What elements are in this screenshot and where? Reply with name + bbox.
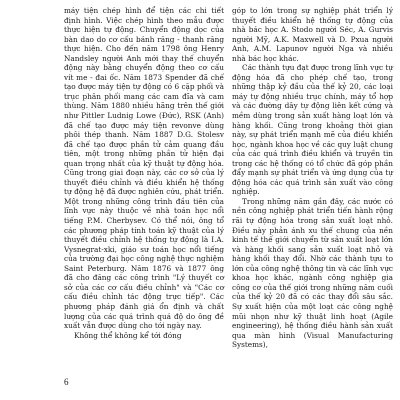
left-paragraph-2: Không thể không kể tới đóng [74, 330, 182, 340]
left-paragraph-1: máy tiện chép hình để tiện các chi tiết định hình. Việc chép hình theo mẫu được thực hiện tự động. Chuyển động dọc của bàn dao do cơ cấu bánh răng - thanh răng thực hiện. Cho đến năm 1798 ông Henry Nandsley người Anh mới thay thế chuyển động này bằng chuyển động theo cơ cấu vít me - đai ốc. Năm 1873 Spender đã chế tạo được máy tiện tự động có 6 cặp phối và trục phân phối mang các cam đĩa và cam thùng. Năm 1880 nhiều hãng trên thế giới như Pittler Ludnig Lowe (Đức), RSK (Anh) đã chế tạo được máy tiện revonve dùng phôi thép thanh. Năm 1887 D.G. Stolesv đã chế tạo được phần tử cảm quang đầu tiên, một trong những phần tử hiện đại quan trọng nhất của kỹ thuật tự động hóa. Cũng trong giai đoạn này, các cơ sở của lý thuyết điều chỉnh và điều khiển hệ thống tự động hệ đã được nghiên cứu, phát triển. Một trong những công trình đầu tiên của lĩnh vực này thuộc về nhà toán học nổi tiếng P.M. Cherbysev. Có thể nói, ông tổ các phương pháp tính toán kỹ thuật của lý thuyết điều chỉnh hệ thống tự động là I.A. Vysnegrat-xki, giáo sư toán học nổi tiếng của trường đại học công nghệ thực nghiệm Saint Peterburg. Năm 1876 và 1877 ông đã cho đăng các công trình "Lý thuyết cơ sở của các cơ cấu điều chỉnh" và "Các cơ cấu điều chỉnh tác động trực tiếp". Các phương pháp đánh giá ổn định và chất lượng của các quá trình quá độ do ông đề xuất vẫn được dùng cho tới ngày nay. [64, 6, 224, 331]
margin-illustration [22, 30, 60, 124]
right-paragraph-2: Các thành tựu đạt được trong lĩnh vực tự động hóa đã cho phép chế tạo, trong những thập kỷ đầu của thế kỷ 20, các loại máy tự động nhiều trục chính, máy tổ hợp và các đường dây tự động liên kết cứng và mềm dùng trong sản xuất hàng loạt lớn và hàng khối. Cũng trong khoảng thời gian này, sự phát triển mạnh mẽ của điều khiển học, ngành khoa học về các quy luật chung của các quá trình điều khiển và truyền tin trong các hệ thống có tổ chức đã góp phần đẩy mạnh sự phát triển và ứng dụng của tự động hóa các quá trình sản xuất vào công nghiệp. [232, 63, 393, 197]
right-paragraph-3: Trong những năm gần đây, các nước có nền công nghiệp phát triển tiến hành rộng rãi tự động hóa trong sản xuất loạt nhỏ. Điều này phản ánh xu thế chung của nền kinh tế thế giới chuyển từ sản xuất loạt lớn và hàng khối sang sản xuất loạt nhỏ và hàng khối thay đổi. Nhờ các thành tựu to lớn của công nghệ thông tin và các lĩnh vực khoa học khác, ngành công nghiệp gia công cơ của thế giới trong những năm cuối của thế kỷ 20 đã có các thay đổi sâu sắc. Sự xuất hiện của một loạt các công nghệ mũi nhọn như kỹ thuật linh hoạt (Agile engineering), hệ thống điều hành sản xuất qua màn hình (Visual Manufacturing Systems), [232, 196, 394, 350]
left-text-column [64, 6, 224, 340]
right-paragraph-1: góp to lớn trong sự nghiệp phát triển lý thuyết điều khiển hệ thống tự động của nhà bác học A. Stodo người Séc, A. Gurvis người Mỹ, A.K. Maxwell và D. Pxua người Anh, A.M. Lapunov người Nga và nhiều nhà bác học khác. [232, 6, 393, 63]
page-number: 6 [64, 377, 69, 387]
right-text-column [232, 6, 393, 350]
margin-shade-graphic [22, 30, 60, 124]
